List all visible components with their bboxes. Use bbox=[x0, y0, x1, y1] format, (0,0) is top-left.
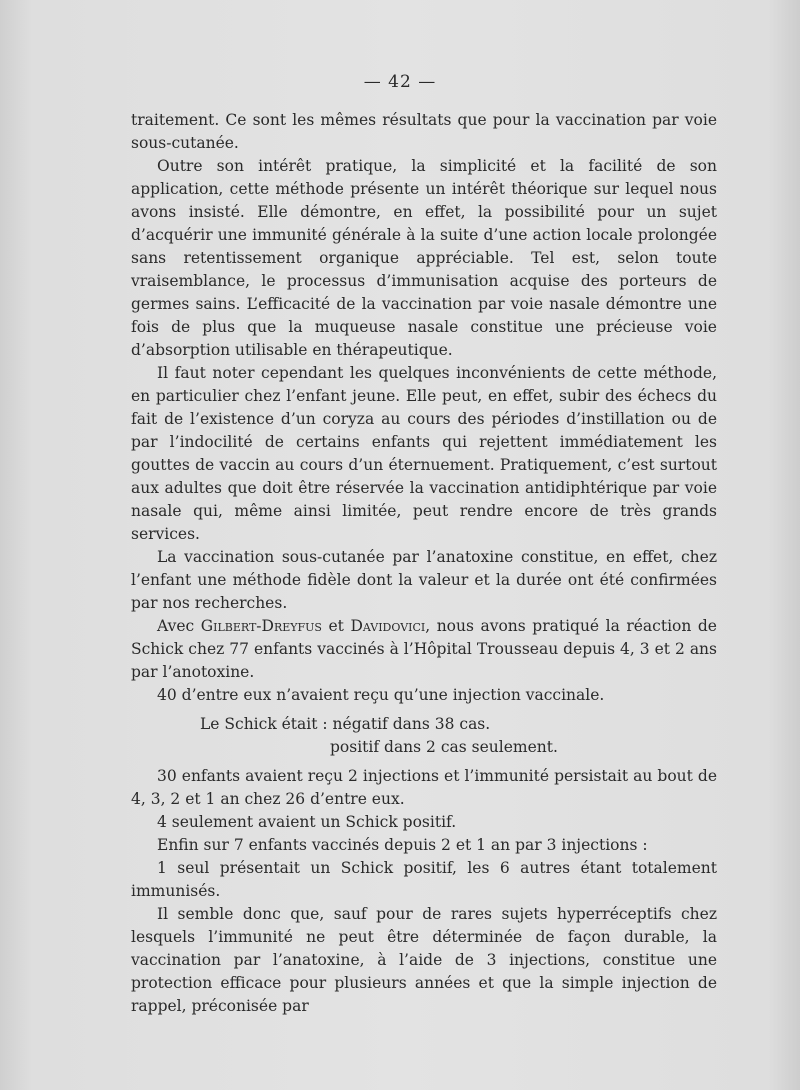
paragraph-subcutaneous: La vaccination sous-cutanée par l’anatoxine constitue, en effet, chez l’enfant une méthode fidèle dont la valeur et la durée ont été confirmées par nos recherches. bbox=[131, 548, 717, 612]
paragraph-schick-study bbox=[131, 615, 717, 684]
paragraph-positive-count: 4 seulement avaient un Schick positif. bbox=[157, 813, 457, 831]
paragraph-inconvenients: Il faut noter cependant les quelques inconvénients de cette méthode, en particulier chez l’enfant jeune. Elle peut, en effet, subir des échecs du fait de l’existence d’un coryza au cours des périodes d’instillation ou de par l’indocilité de certains enfants qui rejettent immédiatement les gouttes de vaccin au cours d’un éternuement. Pratiquement, c’est surtout aux adultes que doit être réservée la vaccination antidiphtérique par voie nasale qui, même ainsi limitée, peut rendre encore de très grands services. bbox=[131, 364, 717, 543]
paragraph-immunised: 1 seul présentait un Schick positif, les 6 autres étant totalement immunisés. bbox=[131, 859, 717, 900]
author-name: Davidovici bbox=[350, 617, 426, 635]
paragraph-conclusion: Il semble donc que, sauf pour de rares sujets hyperréceptifs chez lesquels l’immunité ne peut être déterminée de façon durable, la vaccination par l’anatoxine, à l’aide de 3 injections, constitue une protection efficace pour plusieurs années et que la simple injection de rappel, préconisée par bbox=[131, 905, 717, 1015]
text-and: et bbox=[328, 617, 344, 635]
page-number: — 42 — bbox=[363, 72, 437, 92]
body-text bbox=[131, 109, 717, 1018]
schick-positive: positif dans 2 cas seulement. bbox=[330, 738, 558, 756]
text-rest: , nous avons pratiqué la réaction de Schick chez 77 enfants vaccinés à l’Hôpital Trousseau depuis 4, 3 et 2 ans par l’anotoxine. bbox=[131, 617, 717, 681]
author-name: Gilbert-Dreyfus bbox=[200, 617, 322, 635]
paragraph-method-interest: Outre son intérêt pratique, la simplicité et la facilité de son application, cette méthode présente un intérêt théorique sur lequel nous avons insisté. Elle démontre, en effet, la possibilité pour un sujet d’acquérir une immunité générale à la suite d’une action locale prolongée sans retentissement organique appréciable. Tel est, selon toute vraisemblance, le processus d’immunisation acquise des porteurs de germes sains. L’efficacité de la vaccination par voie nasale démontre une fois de plus que la muqueuse nasale constitue une précieuse voie d’absorption utilisable en thérapeutique. bbox=[131, 157, 717, 359]
paragraph-continuation: traitement. Ce sont les mêmes résultats que pour la vaccination par voie sous-cutanée. bbox=[131, 111, 717, 152]
schick-negative: Le Schick était : négatif dans 38 cas. bbox=[200, 715, 491, 733]
schick-results bbox=[131, 713, 717, 759]
paragraph-three-injections: Enfin sur 7 enfants vaccinés depuis 2 et 1 an par 3 injections : bbox=[157, 836, 648, 854]
paragraph-one-injection: 40 d’entre eux n’avaient reçu qu’une injection vaccinale. bbox=[157, 686, 605, 704]
text-prefix: Avec bbox=[157, 617, 195, 635]
paragraph-two-injections: 30 enfants avaient reçu 2 injections et l’immunité persistait au bout de 4, 3, 2 et 1 an chez 26 d’entre eux. bbox=[131, 767, 717, 808]
